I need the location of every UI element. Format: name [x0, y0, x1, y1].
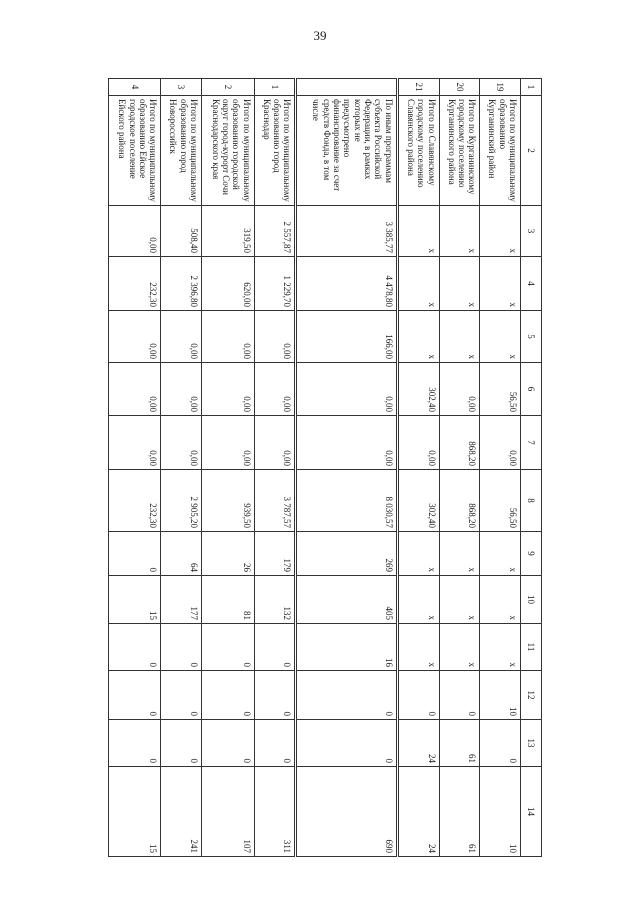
value-cell: 0: [296, 671, 397, 720]
value-cell: 0,00: [439, 363, 480, 416]
value-cell: 0,00: [202, 416, 254, 470]
value-cell: 26: [202, 532, 254, 576]
value-cell: 2 396,80: [161, 257, 202, 311]
value-cell: х: [480, 206, 521, 257]
value-cell: 302,40: [397, 363, 439, 416]
value-cell: 939,50: [202, 470, 254, 532]
value-cell: 2 905,20: [161, 470, 202, 532]
row-number-cell: 19: [480, 79, 521, 96]
value-cell: х: [439, 311, 480, 363]
value-cell: 166,00: [296, 311, 397, 363]
value-cell: 0,00: [296, 416, 397, 470]
table-row: [296, 79, 397, 857]
value-cell: 0,00: [161, 363, 202, 416]
page-number: 39: [313, 28, 327, 43]
row-name-cell: По иным программам субъекта Российской Федерации, в рамках которых не предусмотрено финансирование за счет средств Фонда, в том числе: [296, 96, 397, 206]
value-cell: 0: [296, 720, 397, 767]
column-header: 6: [521, 363, 542, 416]
value-cell: х: [439, 532, 480, 576]
value-cell: 319,50: [202, 206, 254, 257]
value-cell: х: [439, 576, 480, 624]
value-cell: 0: [202, 720, 254, 767]
row-number-cell: 1: [254, 79, 296, 96]
row-name-cell: Итого по Славянскому городскому поселению Славянского района: [397, 96, 439, 206]
value-cell: х: [397, 311, 439, 363]
value-cell: 0,00: [480, 416, 521, 470]
column-header: 9: [521, 532, 542, 576]
value-cell: 3 385,77: [296, 206, 397, 257]
value-cell: 0: [202, 671, 254, 720]
column-header: 1: [521, 79, 542, 96]
table-row: [109, 79, 161, 857]
column-header: 2: [521, 96, 542, 206]
value-cell: 107: [202, 767, 254, 857]
value-cell: 0,00: [109, 311, 161, 363]
value-cell: 0,00: [109, 416, 161, 470]
row-number-cell: 2: [202, 79, 254, 96]
value-cell: 10: [480, 671, 521, 720]
value-cell: х: [480, 311, 521, 363]
value-cell: 179: [254, 532, 296, 576]
value-cell: 0: [254, 671, 296, 720]
value-cell: 232,30: [109, 470, 161, 532]
value-cell: 0: [161, 720, 202, 767]
value-cell: 61: [439, 767, 480, 857]
value-cell: 177: [161, 576, 202, 624]
value-cell: х: [397, 532, 439, 576]
value-cell: 1 229,70: [254, 257, 296, 311]
row-name-cell: Итого по муниципальному образованию Ейское городское поселение Ейского района: [109, 96, 161, 206]
value-cell: 0: [254, 720, 296, 767]
value-cell: х: [480, 624, 521, 671]
value-cell: 10: [480, 767, 521, 857]
table-row: [161, 79, 202, 857]
value-cell: 64: [161, 532, 202, 576]
value-cell: 0: [109, 671, 161, 720]
column-header: 3: [521, 206, 542, 257]
value-cell: 56,50: [480, 363, 521, 416]
table-row: [480, 79, 521, 857]
value-cell: х: [397, 624, 439, 671]
value-cell: 0,00: [109, 206, 161, 257]
value-cell: 0: [202, 624, 254, 671]
row-name-cell: Итого по муниципальному образованию город Краснодар: [254, 96, 296, 206]
value-cell: 0: [397, 671, 439, 720]
value-cell: 0,00: [254, 416, 296, 470]
column-header: 13: [521, 720, 542, 767]
value-cell: 0,00: [202, 363, 254, 416]
value-cell: х: [397, 206, 439, 257]
row-name-cell: Итого по муниципальному образованию городской округ город-курорт Сочи Краснодарского края: [202, 96, 254, 206]
value-cell: 0,00: [161, 416, 202, 470]
row-name-cell: Итого по муниципальному образованию город Новороссийск: [161, 96, 202, 206]
value-cell: 0: [254, 624, 296, 671]
value-cell: 61: [439, 720, 480, 767]
value-cell: 132: [254, 576, 296, 624]
value-cell: 15: [109, 767, 161, 857]
value-cell: х: [480, 576, 521, 624]
value-cell: х: [480, 257, 521, 311]
column-header: 11: [521, 624, 542, 671]
value-cell: 0,00: [109, 363, 161, 416]
value-cell: 24: [397, 720, 439, 767]
column-header: 12: [521, 671, 542, 720]
value-cell: 15: [109, 576, 161, 624]
table-header-row: [521, 79, 542, 857]
value-cell: х: [439, 206, 480, 257]
value-cell: 620,00: [202, 257, 254, 311]
value-cell: 2 557,87: [254, 206, 296, 257]
value-cell: х: [397, 576, 439, 624]
rotated-table-frame: [108, 78, 542, 853]
row-number-cell: 4: [109, 79, 161, 96]
row-name-cell: Итого по муниципальному образованию Курганинский район: [480, 96, 521, 206]
value-cell: 0: [161, 624, 202, 671]
value-cell: 8 030,57: [296, 470, 397, 532]
column-header: 7: [521, 416, 542, 470]
column-header: 10: [521, 576, 542, 624]
column-header: 5: [521, 311, 542, 363]
table-row: [439, 79, 480, 857]
value-cell: 0: [109, 720, 161, 767]
value-cell: 405: [296, 576, 397, 624]
value-cell: 0,00: [202, 311, 254, 363]
row-name-cell: Итого по Курганинскому городскому поселению Курганинского района: [439, 96, 480, 206]
value-cell: 508,40: [161, 206, 202, 257]
table-container: [108, 78, 542, 853]
row-number-cell: 20: [439, 79, 480, 96]
value-cell: 0,00: [161, 311, 202, 363]
value-cell: х: [480, 532, 521, 576]
value-cell: 4 478,80: [296, 257, 397, 311]
value-cell: 690: [296, 767, 397, 857]
value-cell: 0,00: [254, 363, 296, 416]
value-cell: 868,20: [439, 470, 480, 532]
row-number-cell: [296, 79, 397, 96]
data-table: [108, 78, 542, 857]
value-cell: х: [397, 257, 439, 311]
value-cell: 232,30: [109, 257, 161, 311]
value-cell: 0,00: [296, 363, 397, 416]
value-cell: 0,00: [254, 311, 296, 363]
row-number-cell: 21: [397, 79, 439, 96]
value-cell: 0,00: [397, 416, 439, 470]
row-number-cell: 3: [161, 79, 202, 96]
value-cell: х: [439, 624, 480, 671]
value-cell: 241: [161, 767, 202, 857]
value-cell: 0: [439, 671, 480, 720]
value-cell: 81: [202, 576, 254, 624]
value-cell: 24: [397, 767, 439, 857]
value-cell: 0: [161, 671, 202, 720]
table-row: [397, 79, 439, 857]
value-cell: 302,40: [397, 470, 439, 532]
column-header: 14: [521, 767, 542, 857]
value-cell: 868,20: [439, 416, 480, 470]
table-row: [254, 79, 296, 857]
column-header: 8: [521, 470, 542, 532]
value-cell: 56,50: [480, 470, 521, 532]
value-cell: 0: [480, 720, 521, 767]
value-cell: 16: [296, 624, 397, 671]
value-cell: 3 787,57: [254, 470, 296, 532]
column-header: 4: [521, 257, 542, 311]
table-row: [202, 79, 254, 857]
value-cell: 311: [254, 767, 296, 857]
value-cell: 269: [296, 532, 397, 576]
value-cell: х: [439, 257, 480, 311]
value-cell: 0: [109, 532, 161, 576]
value-cell: 0: [109, 624, 161, 671]
